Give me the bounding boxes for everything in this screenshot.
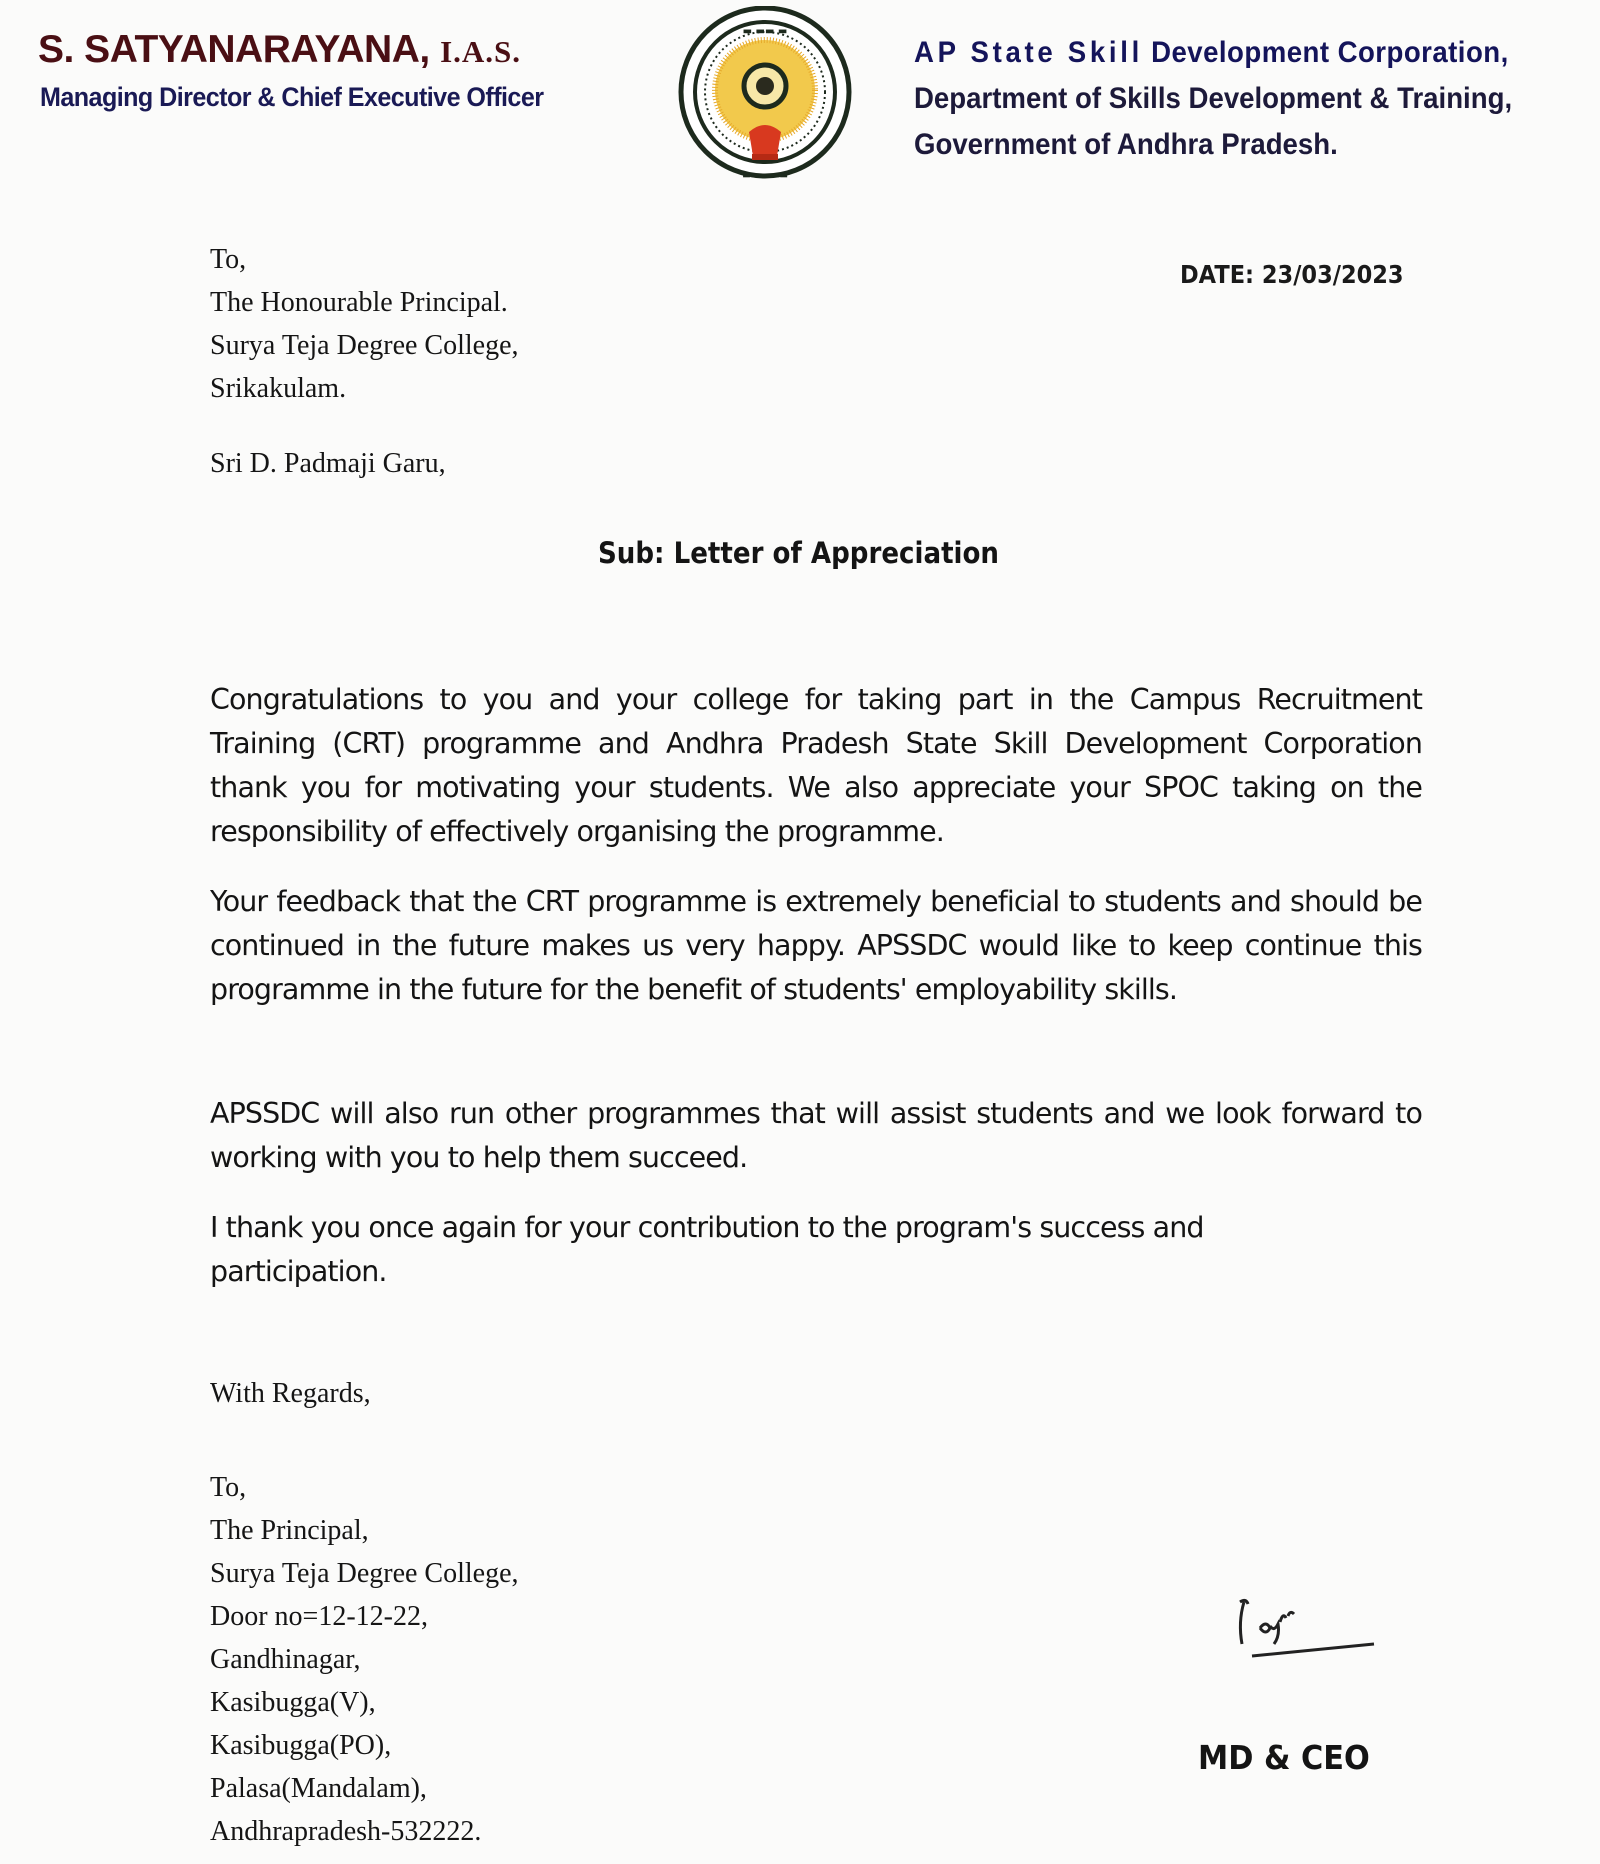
recipient-line: Srikakulam. xyxy=(210,373,347,404)
org-line-1b: Development Corporation, xyxy=(1151,36,1509,69)
body-paragraph: Your feedback that the CRT programme is extremely beneficial to students and should be continued in the future makes us very happy. APSSDC would like to keep continue this programme in the future for the benefit of students' employability skills. xyxy=(210,885,1422,1006)
address-line: Door no=12-12-22, xyxy=(210,1601,428,1632)
address-line: The Principal, xyxy=(210,1515,369,1546)
address-line: Andhrapradesh-532222. xyxy=(210,1816,482,1847)
org-line-2: Department of Skills Development & Training, xyxy=(914,82,1513,115)
organization-block xyxy=(914,30,1564,168)
officer-role: Managing Director & Chief Executive Officer xyxy=(40,82,544,112)
org-line-1a: AP State Skill xyxy=(914,36,1143,69)
org-line-3: Government of Andhra Pradesh. xyxy=(914,128,1338,161)
signature-icon xyxy=(1226,1592,1376,1672)
officer-title-suffix: I.A.S. xyxy=(440,34,522,69)
org-line-1 xyxy=(914,30,1512,76)
address-line: Kasibugga(V), xyxy=(210,1687,376,1718)
body-paragraph: APSSDC will also run other programmes that will assist students and we look forward to working with you to help them succeed. xyxy=(210,1097,1422,1174)
salutation: Sri D. Padmaji Garu, xyxy=(210,448,446,479)
closing: With Regards, xyxy=(210,1378,371,1409)
recipient-block xyxy=(210,238,519,410)
recipient-line: Surya Teja Degree College, xyxy=(210,330,519,361)
signatory-title: MD & CEO xyxy=(1198,1738,1370,1777)
body-paragraph: Congratulations to you and your college for taking part in the Campus Recruitment Training (CRT) programme and Andhra Pradesh State Skill Development Corporation thank you for motivating your students. We also appreciate your SPOC taking on the responsibility of effectively organising the programme. xyxy=(210,683,1422,848)
recipient-line: To, xyxy=(210,244,247,275)
address-block xyxy=(210,1466,519,1853)
address-line: Surya Teja Degree College, xyxy=(210,1558,519,1589)
letter-date: DATE: 23/03/2023 xyxy=(1180,260,1404,289)
letterhead-name xyxy=(38,28,521,72)
address-line: To, xyxy=(210,1472,247,1503)
svg-text:▬▬▬ ▬▬: ▬▬▬ ▬▬ xyxy=(742,171,788,181)
officer-name: S. SATYANARAYANA, xyxy=(38,28,430,71)
svg-text:▬ ▬▬ ▬: ▬ ▬▬ ▬ xyxy=(742,26,788,37)
state-emblem-icon xyxy=(676,6,854,186)
subject-line: Sub: Letter of Appreciation xyxy=(598,536,1000,570)
address-line: Palasa(Mandalam), xyxy=(210,1773,427,1804)
recipient-line: The Honourable Principal. xyxy=(210,287,508,318)
address-line: Kasibugga(PO), xyxy=(210,1730,392,1761)
address-line: Gandhinagar, xyxy=(210,1644,361,1675)
body-paragraph: I thank you once again for your contribution to the program's success and participation. xyxy=(210,1211,1204,1288)
